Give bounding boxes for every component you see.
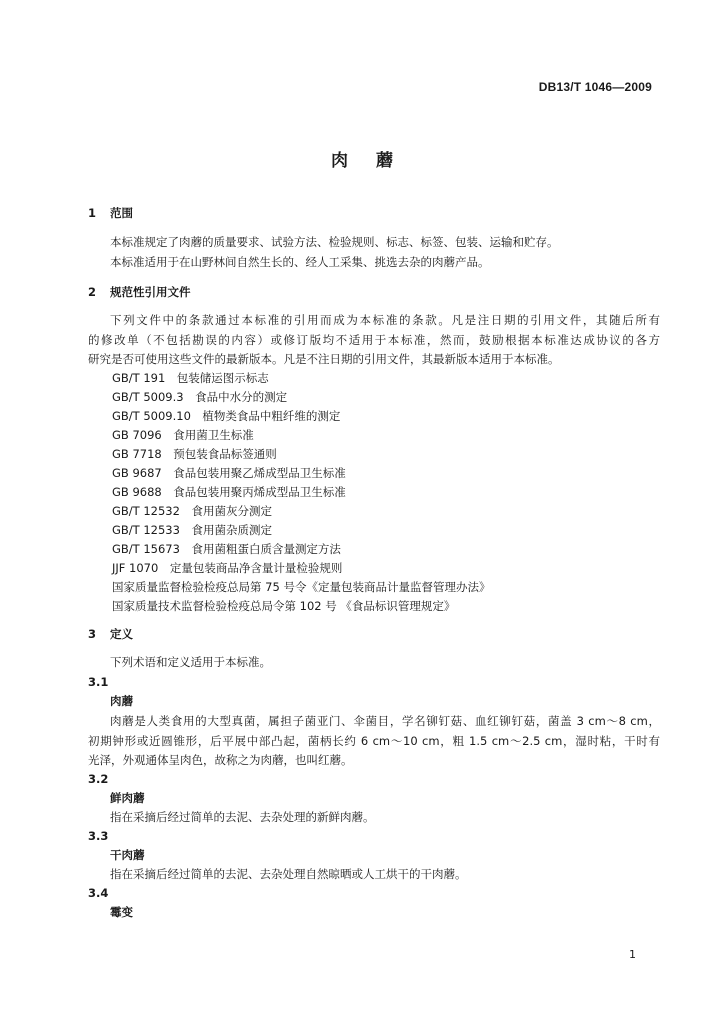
section-title: 范围 bbox=[110, 206, 133, 220]
clause-3-2-term: 鲜肉蘑 bbox=[110, 791, 145, 805]
clause-3-1-definition-line-1: 肉蘑是人类食用的大型真菌，属担子菌亚门、伞菌目，学名铆钉菇、血红铆钉菇，菌盖 3 cm～8 cm， bbox=[110, 714, 660, 728]
reference-item: JJF 1070 定量包装商品净含量计量检验规则 bbox=[112, 561, 343, 575]
section-2-intro-line-2: 的修改单（不包括勘误的内容）或修订版均不适用于本标准，然而，鼓励根据本标准达成协议的各方 bbox=[88, 333, 660, 347]
section-title: 定义 bbox=[110, 627, 133, 641]
section-number: 2 bbox=[88, 285, 97, 299]
clause-3-2-number: 3.2 bbox=[88, 772, 109, 786]
document-title: 肉蘑 bbox=[331, 151, 421, 171]
page-number: 1 bbox=[629, 948, 636, 961]
clause-3-1-definition-line-3: 光泽，外观通体呈肉色，故称之为肉蘑，也叫红蘑。 bbox=[88, 753, 353, 767]
clause-3-3-term: 干肉蘑 bbox=[110, 848, 145, 862]
clause-3-1-number: 3.1 bbox=[88, 675, 109, 689]
section-1-heading bbox=[88, 206, 133, 220]
clause-3-4-term: 霉变 bbox=[110, 905, 133, 919]
section-title: 规范性引用文件 bbox=[110, 285, 191, 299]
reference-item: GB/T 191 包装储运图示标志 bbox=[112, 371, 269, 385]
reference-item: GB 9688 食品包装用聚丙烯成型品卫生标准 bbox=[112, 485, 346, 499]
section-2-heading bbox=[88, 285, 191, 299]
section-number: 3 bbox=[88, 627, 97, 641]
reference-item: 国家质量技术监督检验检疫总局令第 102 号 《食品标识管理规定》 bbox=[112, 599, 456, 613]
clause-3-1-term: 肉蘑 bbox=[110, 694, 133, 708]
clause-3-3-number: 3.3 bbox=[88, 829, 109, 843]
reference-item: GB/T 12533 食用菌杂质测定 bbox=[112, 523, 272, 537]
section-3-intro: 下列术语和定义适用于本标准。 bbox=[110, 655, 271, 669]
section-1-paragraph-2: 本标准适用于在山野林间自然生长的、经人工采集、挑选去杂的肉蘑产品。 bbox=[110, 255, 490, 269]
section-2-intro-line-1: 下列文件中的条款通过本标准的引用而成为本标准的条款。凡是注日期的引用文件，其随后所有 bbox=[110, 313, 660, 327]
reference-item: GB/T 5009.3 食品中水分的测定 bbox=[112, 390, 288, 404]
clause-3-2-definition: 指在采摘后经过简单的去泥、去杂处理的新鲜肉蘑。 bbox=[110, 810, 375, 824]
section-number: 1 bbox=[88, 206, 97, 220]
clause-3-3-definition: 指在采摘后经过简单的去泥、去杂处理自然晾晒或人工烘干的干肉蘑。 bbox=[110, 867, 467, 881]
section-2-intro-line-3: 研究是否可使用这些文件的最新版本。凡是不注日期的引用文件，其最新版本适用于本标准。 bbox=[88, 352, 560, 366]
section-1-paragraph-1: 本标准规定了肉蘑的质量要求、试验方法、检验规则、标志、标签、包装、运输和贮存。 bbox=[110, 235, 559, 249]
reference-item: GB/T 5009.10 植物类食品中粗纤维的测定 bbox=[112, 409, 341, 423]
reference-item: GB 7718 预包装食品标签通则 bbox=[112, 447, 277, 461]
clause-3-1-definition-line-2: 初期钟形或近圆锥形，后平展中部凸起，菌柄长约 6 cm～10 cm，粗 1.5 cm～2.5 cm，湿时粘，干时有 bbox=[88, 734, 660, 748]
standard-number: DB13/T 1046—2009 bbox=[538, 80, 652, 94]
section-3-heading bbox=[88, 627, 133, 641]
reference-item: GB/T 12532 食用菌灰分测定 bbox=[112, 504, 272, 518]
reference-item: GB 9687 食品包装用聚乙烯成型品卫生标准 bbox=[112, 466, 346, 480]
reference-item: GB 7096 食用菌卫生标准 bbox=[112, 428, 254, 442]
clause-3-4-number: 3.4 bbox=[88, 886, 109, 900]
reference-item: GB/T 15673 食用菌粗蛋白质含量测定方法 bbox=[112, 542, 341, 556]
reference-item: 国家质量监督检验检疫总局第 75 号令《定量包装商品计量监督管理办法》 bbox=[112, 580, 491, 594]
